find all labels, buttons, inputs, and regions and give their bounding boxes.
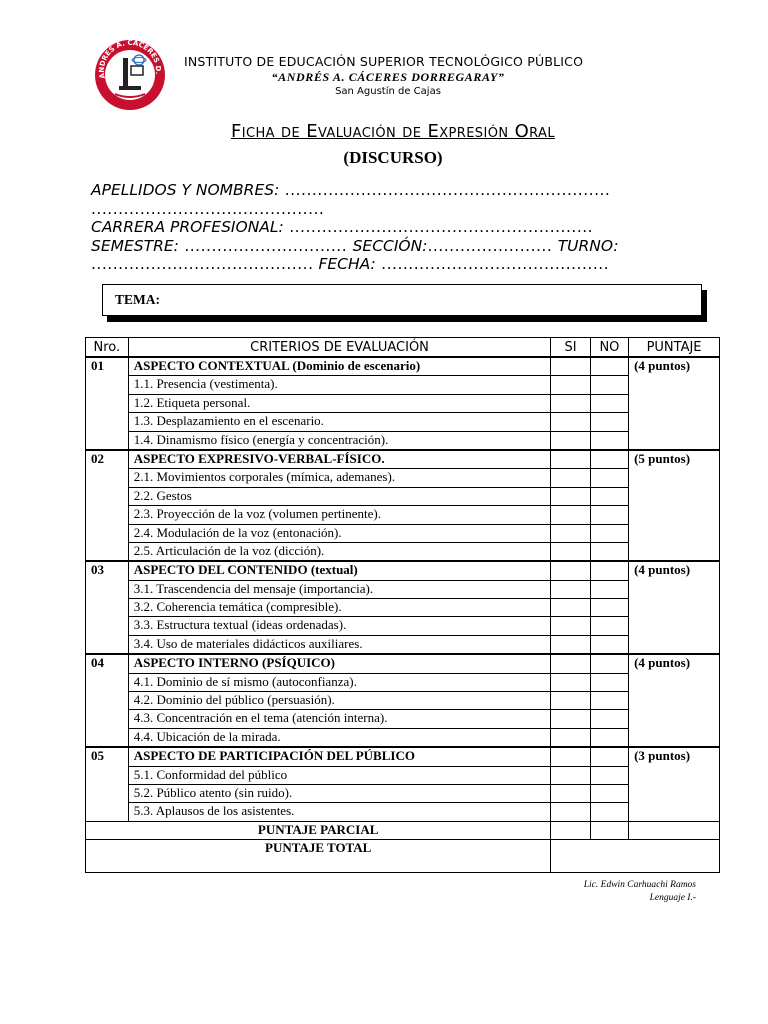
section-number: 04 bbox=[86, 654, 129, 747]
table-row bbox=[86, 599, 720, 617]
si-cell[interactable] bbox=[551, 635, 590, 654]
section-title: ASPECTO DE PARTICIPACIÓN DEL PÚBLICO bbox=[128, 747, 551, 766]
section-points: (4 puntos) bbox=[629, 561, 720, 654]
si-cell[interactable] bbox=[551, 394, 590, 412]
criterion-item: 3.3. Estructura textual (ideas ordenadas). bbox=[128, 617, 551, 635]
section-number: 02 bbox=[86, 450, 129, 561]
section-points: (5 puntos) bbox=[629, 450, 720, 561]
si-cell[interactable] bbox=[551, 580, 590, 598]
table-row bbox=[86, 617, 720, 635]
criterion-item: 4.2. Dominio del público (persuasión). bbox=[128, 692, 551, 710]
no-cell[interactable] bbox=[590, 580, 628, 598]
si-cell[interactable] bbox=[551, 357, 590, 376]
student-fields bbox=[91, 181, 691, 274]
tema-label: TEMA: bbox=[115, 292, 160, 307]
criterion-item: 5.3. Aplausos de los asistentes. bbox=[128, 803, 551, 821]
page-title: Ficha de Evaluación de Expresión Oral bbox=[231, 121, 555, 142]
si-cell[interactable] bbox=[551, 784, 590, 802]
si-cell[interactable] bbox=[551, 413, 590, 431]
table-row bbox=[86, 710, 720, 728]
criterion-item: 1.2. Etiqueta personal. bbox=[128, 394, 551, 412]
no-cell[interactable] bbox=[590, 450, 628, 469]
footer-author: Lic. Edwin Carhuachi Ramos bbox=[583, 880, 696, 890]
no-cell[interactable] bbox=[590, 635, 628, 654]
no-cell[interactable] bbox=[590, 561, 628, 580]
no-cell[interactable] bbox=[590, 692, 628, 710]
si-cell[interactable] bbox=[551, 561, 590, 580]
section-number: 01 bbox=[86, 357, 129, 450]
si-cell[interactable] bbox=[551, 376, 590, 394]
si-cell[interactable] bbox=[551, 654, 590, 673]
table-row bbox=[86, 524, 720, 542]
table-row bbox=[86, 580, 720, 598]
criterion-item: 3.2. Coherencia temática (compresible). bbox=[128, 599, 551, 617]
si-cell[interactable] bbox=[551, 803, 590, 821]
partial-si-cell[interactable] bbox=[551, 821, 590, 839]
no-cell[interactable] bbox=[590, 542, 628, 561]
no-cell[interactable] bbox=[590, 506, 628, 524]
table-row bbox=[86, 506, 720, 524]
field-carrera bbox=[91, 218, 691, 237]
si-cell[interactable] bbox=[551, 710, 590, 728]
section-points: (4 puntos) bbox=[629, 357, 720, 450]
institution-name: “ANDRÉS A. CÁCERES DORREGARAY” bbox=[271, 70, 505, 84]
si-cell[interactable] bbox=[551, 599, 590, 617]
criterion-item: 2.1. Movimientos corporales (mímica, ademanes). bbox=[128, 469, 551, 487]
criterion-item: 3.4. Uso de materiales didácticos auxiliares. bbox=[128, 635, 551, 654]
header-si: SI bbox=[551, 338, 590, 358]
no-cell[interactable] bbox=[590, 431, 628, 450]
table-row bbox=[86, 784, 720, 802]
header-no: NO bbox=[590, 338, 628, 358]
field-seccion-label: SECCIÓN: bbox=[352, 236, 428, 255]
criterion-item: 2.2. Gestos bbox=[128, 487, 551, 505]
si-cell[interactable] bbox=[551, 450, 590, 469]
table-header-row bbox=[86, 338, 720, 358]
si-cell[interactable] bbox=[551, 617, 590, 635]
si-cell[interactable] bbox=[551, 766, 590, 784]
si-cell[interactable] bbox=[551, 673, 590, 691]
table-row bbox=[86, 469, 720, 487]
table-row bbox=[86, 431, 720, 450]
criterion-item: 4.1. Dominio de sí mismo (autoconfianza). bbox=[128, 673, 551, 691]
partial-no-cell[interactable] bbox=[590, 821, 628, 839]
si-cell[interactable] bbox=[551, 692, 590, 710]
field-apellidos-continuation bbox=[91, 200, 691, 219]
table-row bbox=[86, 542, 720, 561]
table-row bbox=[86, 413, 720, 431]
table-row bbox=[86, 561, 720, 580]
section-number: 03 bbox=[86, 561, 129, 654]
field-apellidos-label: APELLIDOS Y NOMBRES: bbox=[91, 181, 280, 199]
logo-text: ANDRES A. CACERES D. bbox=[97, 38, 163, 80]
field-seccion-blank: ....................... bbox=[427, 236, 558, 255]
section-number: 05 bbox=[86, 747, 129, 821]
si-cell[interactable] bbox=[551, 431, 590, 450]
total-score-label: PUNTAJE TOTAL bbox=[86, 840, 551, 873]
field-apellidos bbox=[91, 181, 691, 200]
criterion-item: 2.3. Proyección de la voz (volumen pertinente). bbox=[128, 506, 551, 524]
no-cell[interactable] bbox=[590, 654, 628, 673]
no-cell[interactable] bbox=[590, 394, 628, 412]
criterion-item: 2.4. Modulación de la voz (entonación). bbox=[128, 524, 551, 542]
header-criterios: CRITERIOS DE EVALUACIÓN bbox=[128, 338, 551, 358]
no-cell[interactable] bbox=[590, 766, 628, 784]
no-cell[interactable] bbox=[590, 673, 628, 691]
table-row bbox=[86, 673, 720, 691]
table-row bbox=[86, 654, 720, 673]
criterion-item: 1.4. Dinamismo físico (energía y concentración). bbox=[128, 431, 551, 450]
field-semestre-blank: .............................. bbox=[178, 236, 353, 255]
table-row bbox=[86, 450, 720, 469]
page-subtitle: (DISCURSO) bbox=[343, 148, 443, 167]
total-score-row bbox=[86, 840, 720, 873]
si-cell[interactable] bbox=[551, 487, 590, 505]
section-title: ASPECTO CONTEXTUAL (Dominio de escenario) bbox=[128, 357, 551, 376]
criterion-item: 2.5. Articulación de la voz (dicción). bbox=[128, 542, 551, 561]
si-cell[interactable] bbox=[551, 728, 590, 747]
evaluation-table bbox=[85, 337, 720, 873]
field-fecha-blank: .......................................... bbox=[375, 255, 610, 273]
total-score-cell[interactable] bbox=[551, 840, 720, 873]
section-title: ASPECTO INTERNO (PSÍQUICO) bbox=[128, 654, 551, 673]
criterion-item: 5.1. Conformidad del público bbox=[128, 766, 551, 784]
no-cell[interactable] bbox=[590, 357, 628, 376]
no-cell[interactable] bbox=[590, 617, 628, 635]
no-cell[interactable] bbox=[590, 784, 628, 802]
criterion-item: 1.1. Presencia (vestimenta). bbox=[128, 376, 551, 394]
section-title: ASPECTO EXPRESIVO-VERBAL-FÍSICO. bbox=[128, 450, 551, 469]
field-apellidos-blank-2: ........................................... bbox=[91, 199, 325, 218]
si-cell[interactable] bbox=[551, 542, 590, 561]
section-points: (3 puntos) bbox=[629, 747, 720, 821]
table-row bbox=[86, 728, 720, 747]
criterion-item: 4.3. Concentración en el tema (atención interna). bbox=[128, 710, 551, 728]
field-turno-fecha bbox=[91, 255, 691, 274]
si-cell[interactable] bbox=[551, 747, 590, 766]
table-row bbox=[86, 766, 720, 784]
table-row bbox=[86, 803, 720, 821]
header-puntaje: PUNTAJE bbox=[629, 338, 720, 358]
institution-line: INSTITUTO DE EDUCACIÓN SUPERIOR TECNOLÓGICO PÚBLICO bbox=[184, 54, 584, 69]
section-points: (4 puntos) bbox=[629, 654, 720, 747]
table-row bbox=[86, 357, 720, 376]
institution-location: San Agustín de Cajas bbox=[335, 86, 441, 97]
header-nro: Nro. bbox=[86, 338, 129, 358]
si-cell[interactable] bbox=[551, 524, 590, 542]
field-fecha-label: FECHA: bbox=[313, 255, 376, 273]
no-cell[interactable] bbox=[590, 524, 628, 542]
no-cell[interactable] bbox=[590, 487, 628, 505]
no-cell[interactable] bbox=[590, 710, 628, 728]
criterion-item: 1.3. Desplazamiento en el escenario. bbox=[128, 413, 551, 431]
field-turno-label: TURNO: bbox=[557, 236, 619, 255]
table-row bbox=[86, 692, 720, 710]
si-cell[interactable] bbox=[551, 506, 590, 524]
no-cell[interactable] bbox=[590, 747, 628, 766]
criterion-item: 5.2. Público atento (sin ruido). bbox=[128, 784, 551, 802]
partial-score-label: PUNTAJE PARCIAL bbox=[86, 821, 551, 839]
criterion-item: 4.4. Ubicación de la mirada. bbox=[128, 728, 551, 747]
table-row bbox=[86, 376, 720, 394]
table-row bbox=[86, 487, 720, 505]
field-carrera-label: CARRERA PROFESIONAL: bbox=[91, 218, 284, 236]
criterion-item: 3.1. Trascendencia del mensaje (importancia). bbox=[128, 580, 551, 598]
table-row bbox=[86, 635, 720, 654]
field-semestre-seccion-turno bbox=[91, 237, 691, 256]
si-cell[interactable] bbox=[551, 469, 590, 487]
field-semestre-label: SEMESTRE: bbox=[91, 236, 179, 255]
no-cell[interactable] bbox=[590, 376, 628, 394]
section-title: ASPECTO DEL CONTENIDO (textual) bbox=[128, 561, 551, 580]
partial-score-cell[interactable] bbox=[629, 821, 720, 839]
table-row bbox=[86, 394, 720, 412]
tema-box[interactable] bbox=[102, 284, 702, 316]
field-carrera-blank: ........................................................ bbox=[283, 218, 594, 236]
table-row bbox=[86, 747, 720, 766]
no-cell[interactable] bbox=[590, 413, 628, 431]
field-turno-blank: ......................................... bbox=[91, 255, 314, 273]
partial-score-row bbox=[86, 821, 720, 839]
footer-course: Lenguaje I.- bbox=[649, 893, 696, 903]
no-cell[interactable] bbox=[590, 803, 628, 821]
no-cell[interactable] bbox=[590, 728, 628, 747]
no-cell[interactable] bbox=[590, 469, 628, 487]
field-apellidos-blank: ............................................................ bbox=[279, 181, 611, 199]
no-cell[interactable] bbox=[590, 599, 628, 617]
